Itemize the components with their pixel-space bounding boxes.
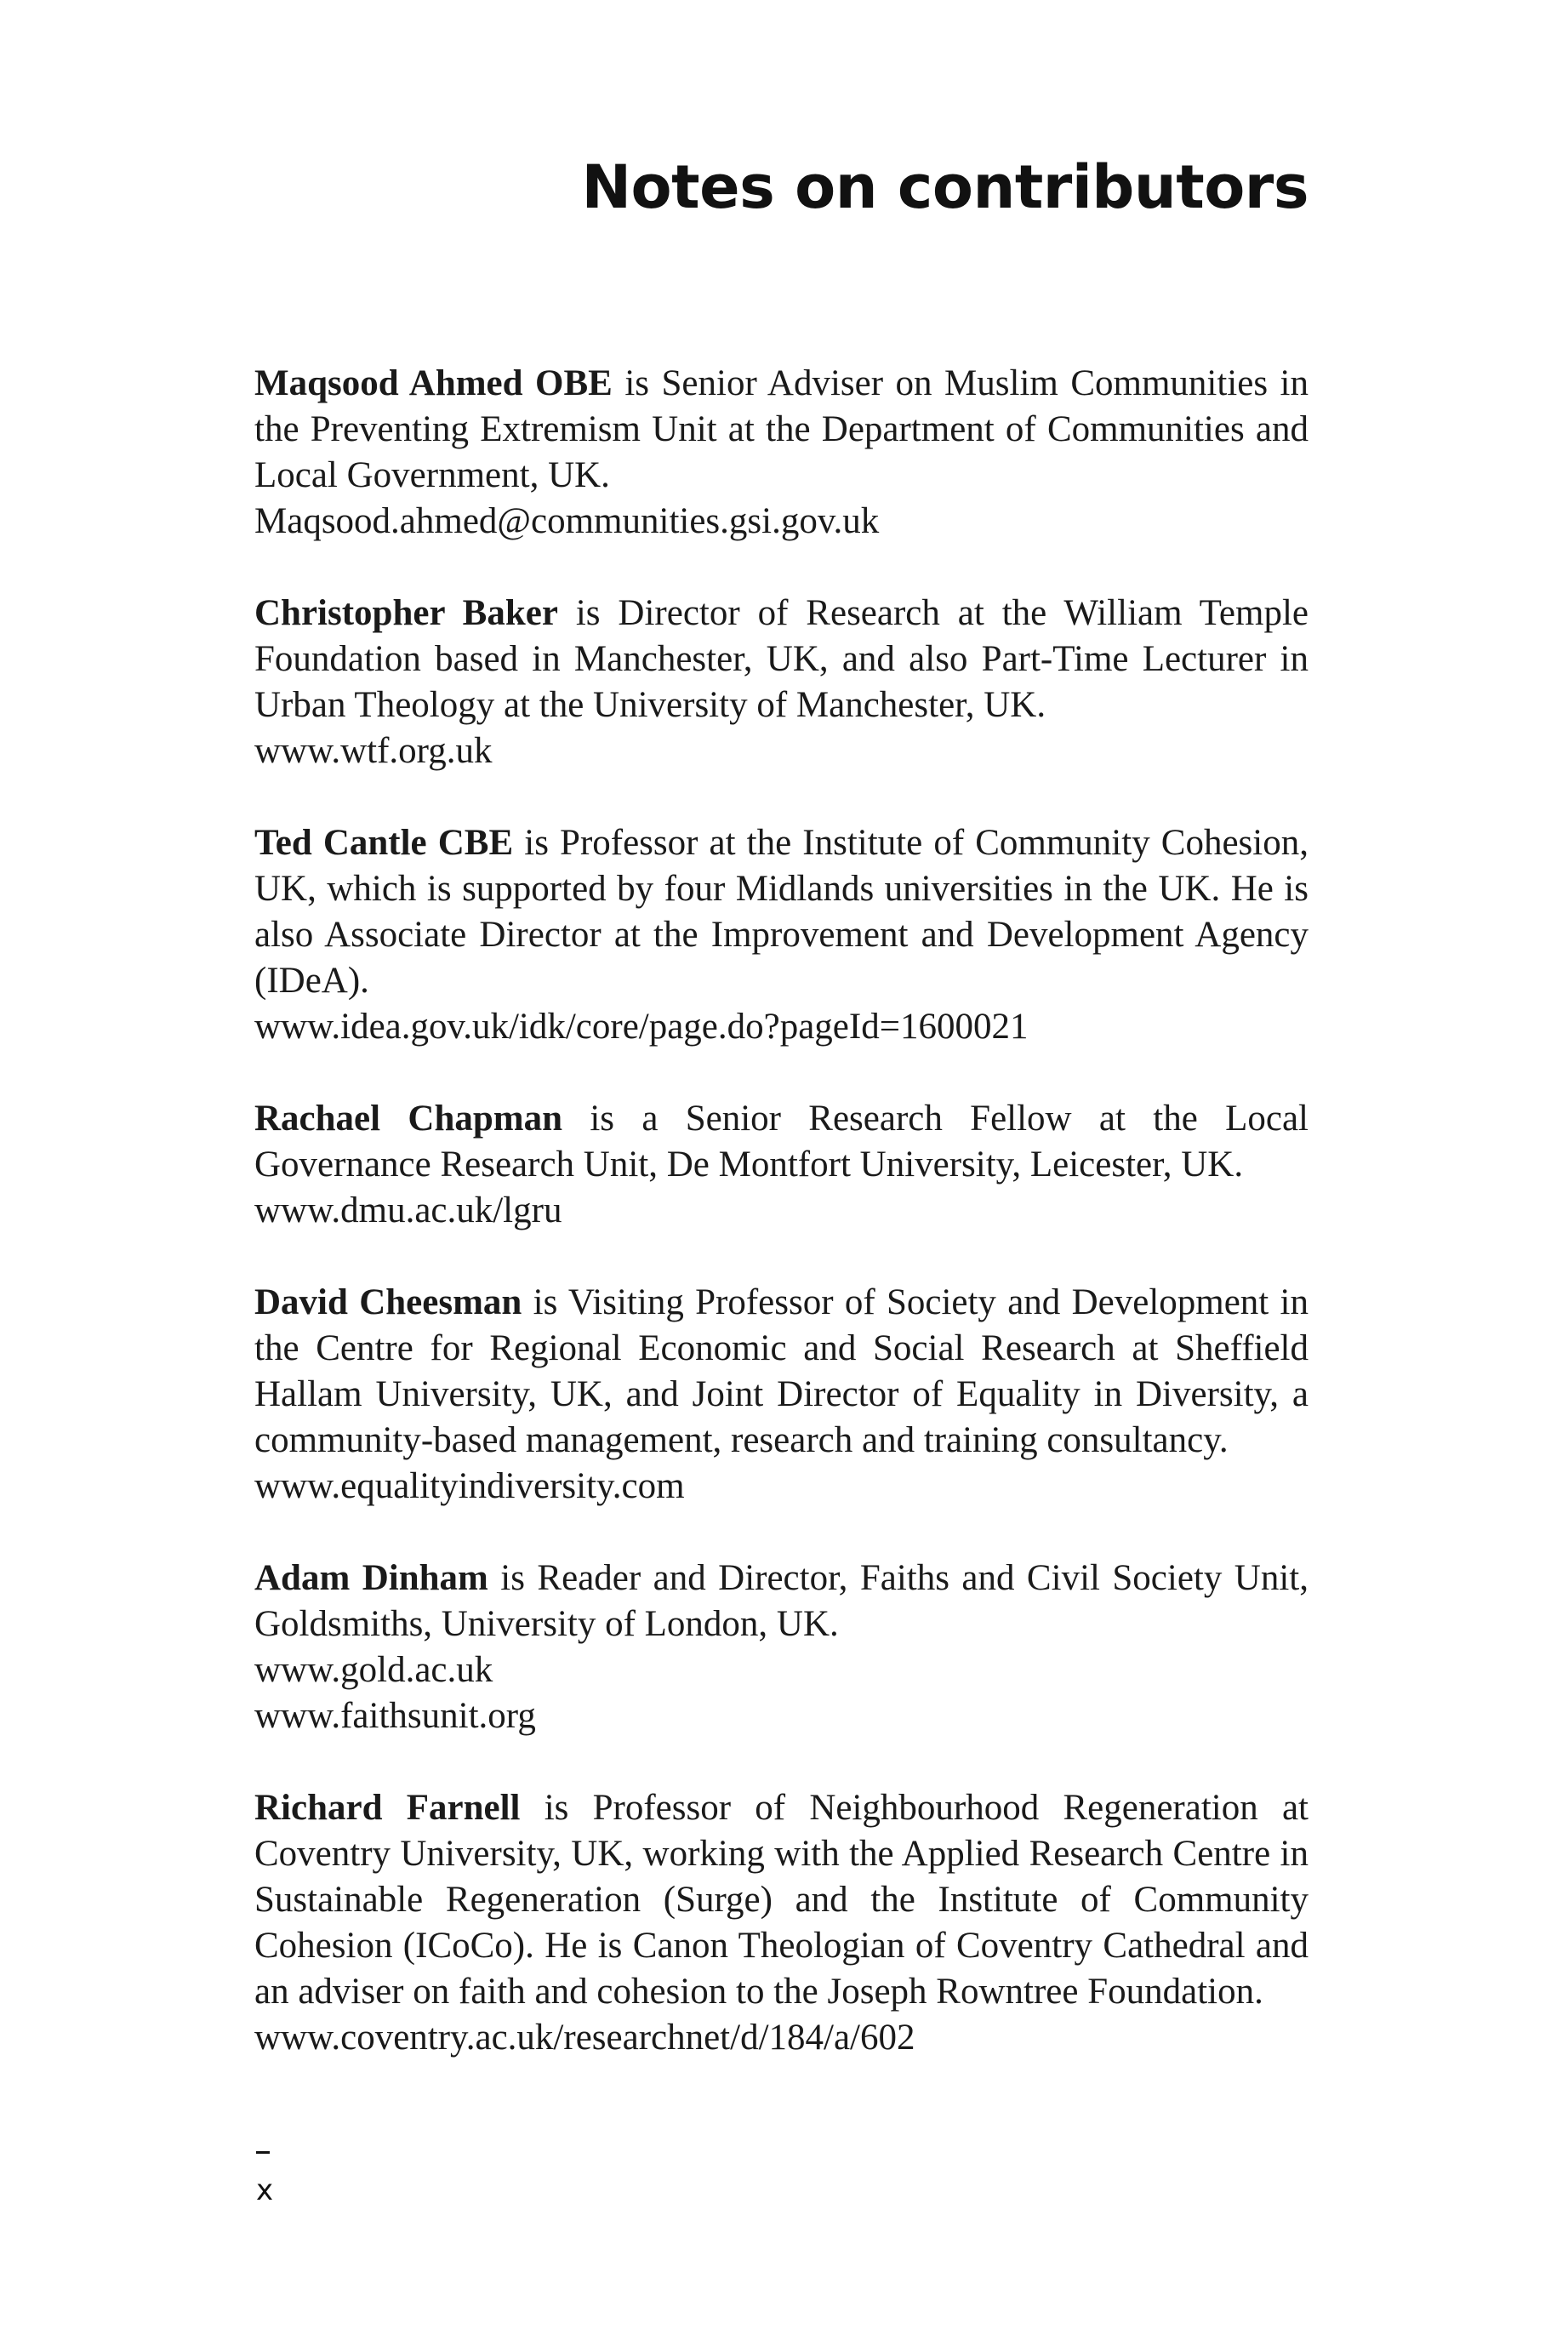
contributor-description: is Senior Adviser on Muslim Communities in the Preventing Extremism Unit at the Department of Communities and Local Government, UK. [254, 363, 1309, 495]
contributor-description: is Professor of Neighbourhood Regeneration at Coventry University, UK, working with the Applied Research Centre in Sustainable Regeneration (Surge) and the Institute of Community Cohesion (ICoCo). He is Canon Theologian of Coventry Cathedral and an adviser on faith and cohesion to the Joseph Rowntree Foundation. [254, 1788, 1309, 2012]
contributor-website: www.gold.ac.uk [254, 1650, 493, 1690]
contributor-bio [254, 1556, 1309, 1647]
contributor-list [254, 361, 1309, 2107]
contributor-email: Maqsood.ahmed@communities.gsi.gov.uk [254, 501, 880, 541]
page-title: Notes on contributors [581, 152, 1309, 222]
contributor-bio [254, 1280, 1309, 1464]
contributor-bio [254, 1096, 1309, 1188]
contributor-description: is Reader and Director, Faiths and Civil Society Unit, Goldsmiths, University of London, UK. [254, 1558, 1309, 1644]
folio-mark [256, 2151, 270, 2154]
contributor-bio [254, 361, 1309, 499]
contributor-website: www.faithsunit.org [254, 1696, 536, 1736]
contributor-website: www.coventry.ac.uk/researchnet/d/184/a/602 [254, 2018, 915, 2058]
contributor-website: www.dmu.ac.uk/lgru [254, 1190, 562, 1230]
contributor-name: Maqsood Ahmed OBE [254, 363, 613, 403]
contributor-name: Ted Cantle CBE [254, 823, 514, 863]
contributor-description: is Professor at the Institute of Community Cohesion, UK, which is supported by four Midlands universities in the UK. He is also Associate Director at the Improvement and Development Agency (IDeA). [254, 823, 1309, 1001]
contributor-name: Rachael Chapman [254, 1099, 563, 1139]
contributor-entry [254, 361, 1309, 545]
contributor-bio [254, 820, 1309, 1004]
contributor-description: is a Senior Research Fellow at the Local Governance Research Unit, De Montfort University, Leicester, UK. [254, 1099, 1309, 1185]
contributor-entry [254, 820, 1309, 1050]
contributor-name: Christopher Baker [254, 593, 558, 633]
contributor-entry [254, 1280, 1309, 1510]
page-number [256, 2151, 273, 2205]
contributor-name: Richard Farnell [254, 1788, 521, 1828]
contributor-bio [254, 1785, 1309, 2015]
contributor-entry [254, 1096, 1309, 1234]
contributor-entry [254, 591, 1309, 774]
contributor-description: is Director of Research at the William Temple Foundation based in Manchester, UK, and also Part-Time Lecturer in Urban Theology at the University of Manchester, UK. [254, 593, 1309, 725]
contributor-description: is Visiting Professor of Society and Development in the Centre for Regional Economic and Social Research at Sheffield Hallam University, UK, and Joint Director of Equality in Diversity, a community-based management, research and training consultancy. [254, 1282, 1309, 1460]
contributor-entry [254, 1785, 1309, 2061]
page-number-label: x [256, 2173, 274, 2207]
contributor-website: www.wtf.org.uk [254, 731, 493, 771]
contributor-website: www.equalityindiversity.com [254, 1466, 685, 1506]
contributor-name: David Cheesman [254, 1282, 522, 1322]
contributor-name: Adam Dinham [254, 1558, 488, 1598]
contributor-website: www.idea.gov.uk/idk/core/page.do?pageId=1600021 [254, 1007, 1029, 1047]
contributor-entry [254, 1556, 1309, 1739]
contributor-bio [254, 591, 1309, 728]
